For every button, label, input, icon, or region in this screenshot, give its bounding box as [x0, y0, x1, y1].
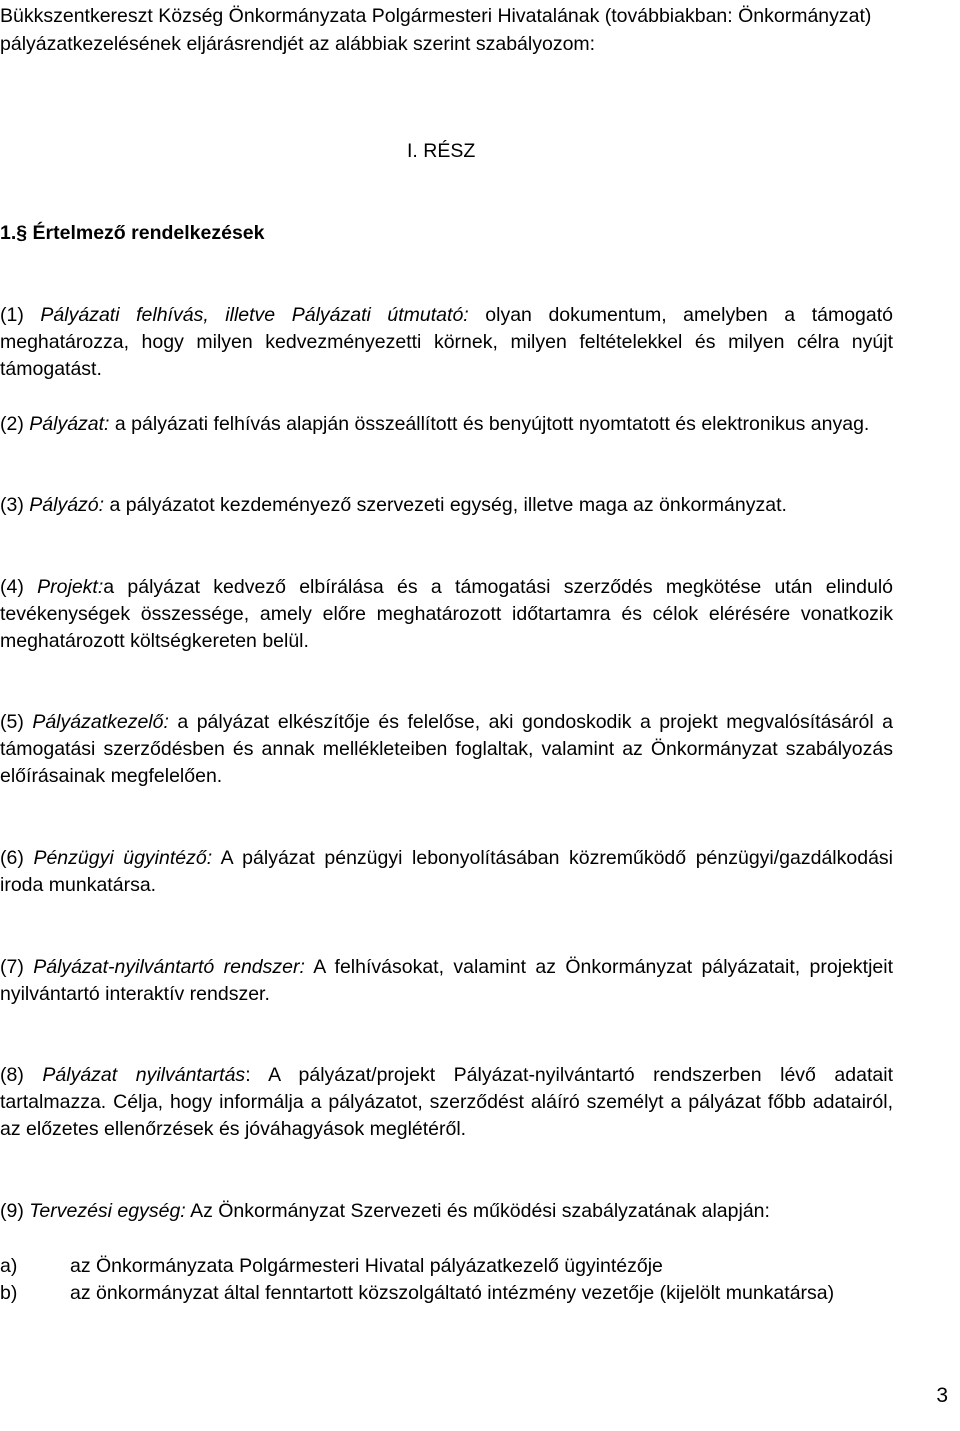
definition-text: a pályázat kedvező elbírálása és a támogatási szerződés megkötése után elinduló tevékenységek összessége, amely előre meghatározott időtartamra és célok elérésére vonatkozik meghatározott költségkereten belül.: [0, 576, 894, 652]
definition-3: [0, 492, 893, 519]
definition-text: A felhívásokat, valamint az Önkormányzat pályázatait, projektjeit nyilvántartó interaktív rendszer.: [0, 956, 893, 1005]
definition-1: [0, 302, 893, 383]
definition-term: Tervezési egység:: [29, 1200, 186, 1222]
definition-2: [0, 411, 893, 438]
definition-text: : A pályázat/projekt Pályázat-nyilvántartó rendszerben lévő adatait tartalmazza. Célja, hogy informálja a pályázatot, szerződést aláíró személyt a pályázat főbb adatairól, az előzetes ellenőrzések és jóváhagyások meglétéről.: [0, 1064, 893, 1140]
definition-number: (3): [0, 494, 24, 516]
definition-number: (1): [0, 304, 24, 326]
definition-number: (5): [0, 711, 24, 733]
definition-5: [0, 709, 893, 790]
definition-6: [0, 845, 893, 899]
part-title: I. RÉSZ: [407, 140, 476, 162]
definition-number: (8): [0, 1064, 24, 1086]
list-item-text: az Önkormányzata Polgármesteri Hivatal pályázatkezelő ügyintézője: [70, 1255, 663, 1277]
definition-text: a pályázatot kezdeményező szervezeti egység, illetve maga az önkormányzat.: [109, 494, 787, 516]
definition-text: olyan dokumentum, amelyben a támogató meghatározza, hogy milyen kedvezményezetti körnek, milyen feltételekkel és milyen célra nyújt támogatást.: [0, 304, 894, 380]
definition-number: (7): [0, 956, 24, 978]
intro-paragraph: Bükkszentkereszt Község Önkormányzata Polgármesteri Hivatalának (továbbiakban: Önkormányzat) pályázatkezelésének eljárásrendjét az alábbiak szerint szabályozom:: [0, 5, 872, 55]
definition-number: (4): [0, 576, 24, 598]
definition-term: Pályázat-nyilvántartó rendszer:: [33, 956, 305, 978]
definition-text: a pályázat elkészítője és felelőse, aki gondoskodik a projekt megvalósításáról a támogatási szerződésben és annak mellékleteiben foglaltak, valamint az Önkormányzat szabályozás előírásainak megfelelően.: [0, 711, 894, 787]
planning-unit-list: [0, 1253, 900, 1307]
list-item-text: az önkormányzat által fenntartott közszolgáltató intézmény vezetője (kijelölt munkatársa): [70, 1282, 835, 1304]
page-number: 3: [936, 1384, 948, 1407]
definition-text: a pályázati felhívás alapján összeállított és benyújtott nyomtatott és elektronikus anyag.: [114, 413, 870, 435]
list-item: [0, 1253, 900, 1280]
definition-number: (6): [0, 847, 24, 869]
definition-term: Pályázatkezelő:: [32, 711, 169, 733]
definition-text: A pályázat pénzügyi lebonyolításában közreműködő pénzügyi/gazdálkodási iroda munkatársa.: [0, 847, 894, 896]
list-marker: b): [0, 1282, 18, 1304]
definition-4: [0, 574, 893, 655]
definition-term: Pályázat:: [29, 413, 110, 435]
definition-number: (9): [0, 1200, 24, 1222]
definition-term: Projekt:: [37, 576, 104, 598]
definition-term: Pályázó:: [29, 494, 105, 516]
definition-7: [0, 954, 893, 1008]
section-heading: 1.§ Értelmező rendelkezések: [0, 222, 265, 244]
definition-number: (2): [0, 413, 24, 435]
list-marker: a): [0, 1255, 18, 1277]
definition-8: [0, 1062, 893, 1143]
definition-term: Pénzügyi ügyintéző:: [33, 847, 213, 869]
definition-term: Pályázat nyilvántartás: [42, 1064, 246, 1086]
definition-9: [0, 1198, 893, 1225]
definition-term: Pályázati felhívás, illetve Pályázati útmutató:: [40, 304, 469, 326]
definition-text: Az Önkormányzat Szervezeti és működési szabályzatának alapján:: [190, 1200, 770, 1222]
list-item: [0, 1280, 900, 1307]
